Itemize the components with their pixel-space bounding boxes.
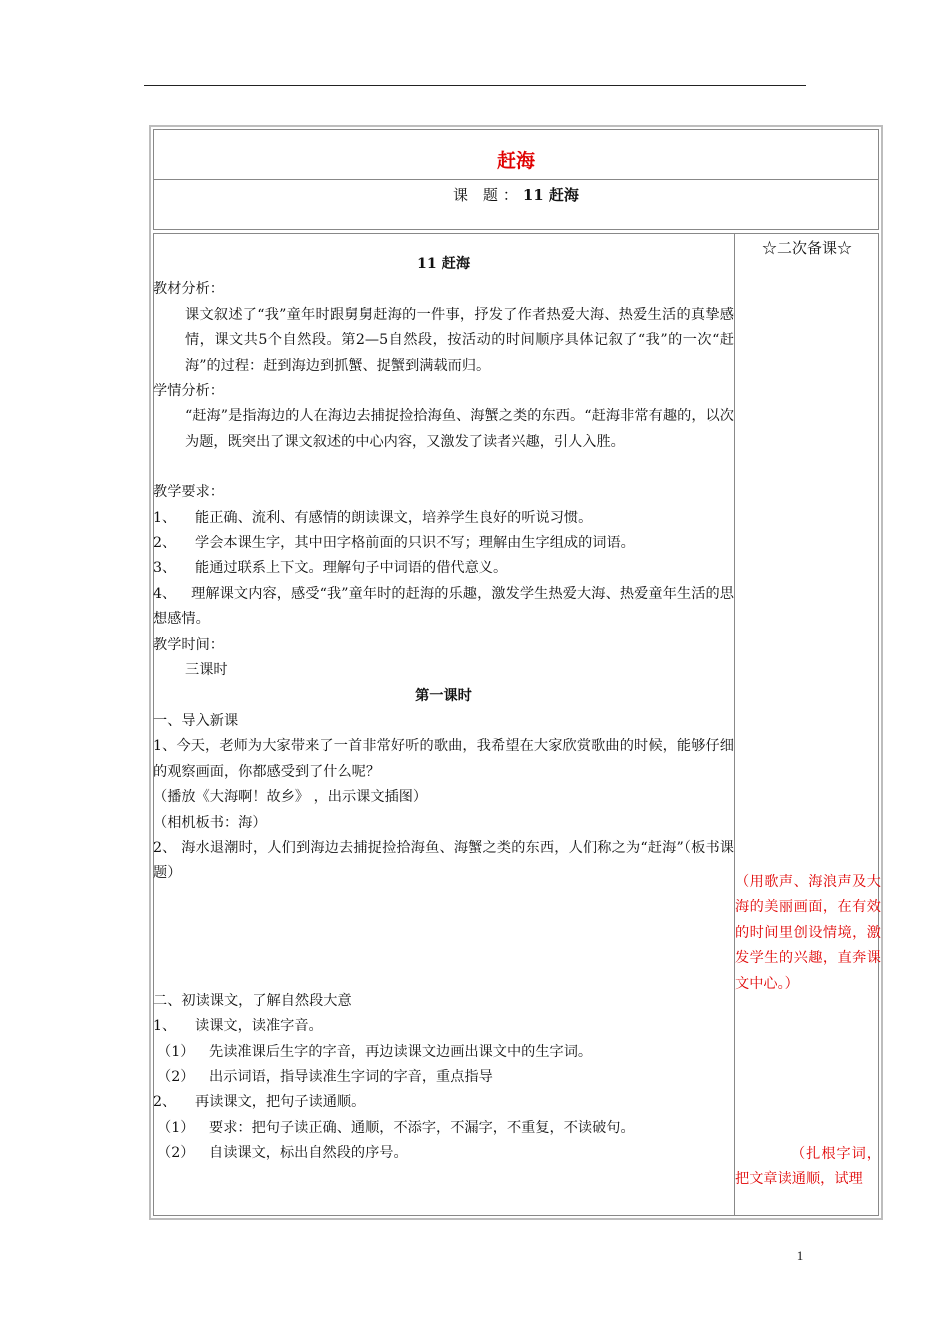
substep-text: 要求：把句子读正确、通顺，不添字，不漏字，不重复，不读破句。 <box>209 1119 635 1136</box>
student-text: “赶海”是指海边的人在海边去捕捉捡拾海鱼、海蟹之类的东西。“赶海非常有趣的，以次为题，既突出了课文叙述的中心内容，又激发了读者兴趣，引人入胜。 <box>185 408 734 450</box>
substep-text: 出示词语，指导读准生字词的字音，重点指导 <box>209 1068 493 1085</box>
column-divider <box>734 233 735 1216</box>
requirement-text: 理解课文内容，感受“我”童年时的赶海的乐趣，激发学生热爱大海、热爱童年生活的思想感情。 <box>153 585 734 628</box>
document-title: 赶海 <box>496 150 535 172</box>
step-number: 2、 <box>153 1094 177 1111</box>
side-note-reading: （扎根字词，把文章读通顺，试理 <box>735 1146 881 1188</box>
period-title: 第一课时 <box>415 687 472 704</box>
substep-item <box>153 1141 734 1166</box>
section-one-note: （相机板书：海） <box>153 814 267 831</box>
lesson-subject <box>153 183 879 207</box>
substep-number: （2） <box>157 1145 195 1162</box>
time-label: 教学时间： <box>153 636 224 653</box>
requirement-item <box>153 582 734 633</box>
step-item <box>153 1090 734 1115</box>
requirements-label: 教学要求： <box>153 484 224 501</box>
page-number: 1 <box>796 1248 804 1263</box>
step-number: 1、 <box>153 1018 177 1035</box>
requirement-item <box>153 506 734 531</box>
substep-item <box>153 1065 734 1090</box>
substep-text: 先读准课后生字的字音，再边读课文边画出课文中的生字词。 <box>209 1043 593 1060</box>
substep-number: （1） <box>157 1043 195 1060</box>
requirement-number: 3、 <box>153 560 177 577</box>
spacer <box>153 455 734 480</box>
lesson-value: 11 赶海 <box>522 186 579 204</box>
section-one-title: 一、导入新课 <box>153 712 239 729</box>
requirement-number: 2、 <box>153 535 177 552</box>
substep-text: 自读课文，标出自然段的序号。 <box>209 1145 408 1162</box>
requirement-item <box>153 531 734 556</box>
secondary-prep-header: ☆二次备课☆ <box>761 239 852 257</box>
step-text: 读课文，读准字音。 <box>195 1018 323 1035</box>
analysis-label: 教材分析： <box>153 281 224 298</box>
title-divider <box>153 179 879 180</box>
requirement-item <box>153 556 734 581</box>
requirement-text: 学会本课生字，其中田字格前面的只识不写；理解由生字组成的词语。 <box>195 535 635 552</box>
time-value: 三课时 <box>185 662 228 679</box>
requirement-number: 1、 <box>153 509 177 526</box>
substep-number: （2） <box>157 1068 195 1085</box>
section-two-title: 二、初读课文，了解自然段大意 <box>153 992 352 1009</box>
requirement-number: 4、 <box>153 585 177 602</box>
requirement-text: 能通过联系上下文。理解句子中词语的借代意义。 <box>195 560 508 577</box>
section-one-paragraph: 2、 海水退潮时，人们到海边去捕捉捡拾海鱼、海蟹之类的东西，人们称之为“赶海”（板书课题） <box>153 839 734 882</box>
header-rule <box>144 85 806 86</box>
substep-item <box>153 1116 734 1141</box>
section-one-paragraph: 1、今天，老师为大家带来了一首非常好听的歌曲，我希望在大家欣赏歌曲的时候，能够仔细的观察画面，你都感受到了什么呢？ <box>153 738 734 780</box>
student-label: 学情分析： <box>153 383 224 400</box>
analysis-text: 课文叙述了“我”童年时跟舅舅赶海的一件事，抒发了作者热爱大海、热爱生活的真挚感情，课文共5个自然段。第2—5自然段，按活动的时间顺序具体记叙了“我”的一次“赶海”的过程：赶到海边到抓蟹、捉蟹到满载而归。 <box>185 306 734 374</box>
step-item <box>153 1014 734 1039</box>
step-text: 再读课文，把句子读通顺。 <box>195 1094 366 1111</box>
spacer <box>153 887 734 989</box>
substep-number: （1） <box>157 1119 195 1136</box>
section-one-note: （播放《大海啊！故乡》 ，出示课文插图） <box>153 789 428 806</box>
substep-item <box>153 1040 734 1065</box>
requirement-text: 能正确、流利、有感情的朗读课文，培养学生良好的听说习惯。 <box>195 509 593 526</box>
side-note-intro: （用歌声、海浪声及大海的美丽画面，在有效的时间里创设情境，激发学生的兴趣，直奔课文中心。） <box>735 874 881 992</box>
lesson-heading: 11 赶海 <box>416 256 471 272</box>
lesson-content <box>153 252 734 1167</box>
lesson-label: 课 题： <box>453 186 523 204</box>
